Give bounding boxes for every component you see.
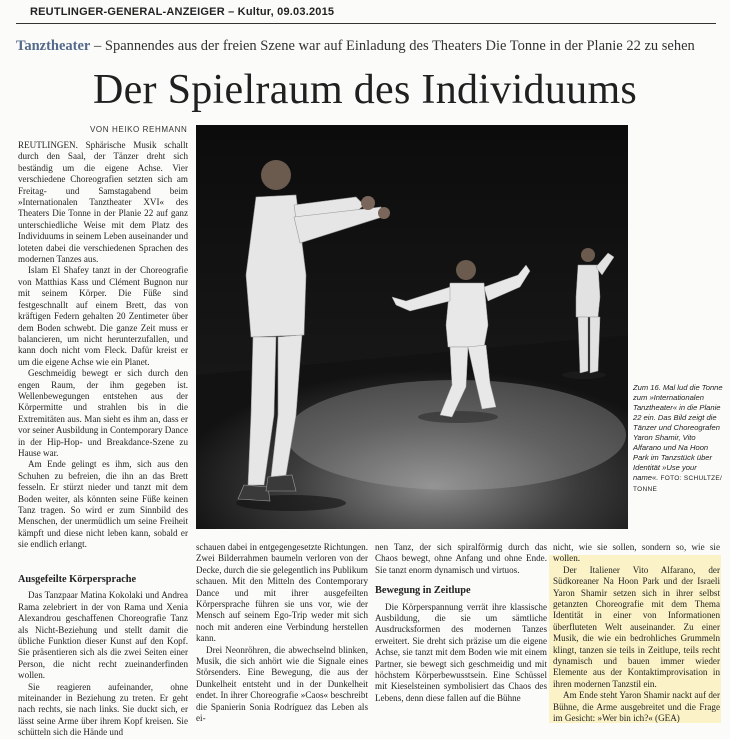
headline: Der Spielraum des Individuums — [92, 67, 638, 113]
caption-text: Zum 16. Mal lud die Tonne zum »Internationalen Tanztheater« in die Planie 22 ein. Das Bild zeigt die Tänzer und Choreografen Yaron Shamir, Vito Alfarano und Na Hoon Park im Tanzstück über Identität »Use your name«. — [633, 383, 723, 482]
photo-caption — [633, 383, 723, 495]
paragraph: Am Ende gelingt es ihm, sich aus den Schuhen zu befreien, die ihn an das Brett fesseln. Er stürzt nieder und tanzt mit dem Boden weiter, als könnten seine Füße keinen Tanz tragen. So wird er zum Sinnbild des Menschen, der unermüdlich um seine Freiheit kämpft und diese nicht leben kann, sobald er sie endlich erlangt. — [18, 459, 188, 550]
column-4 — [553, 542, 720, 725]
paragraph: Drei Neonröhren, die abwechselnd blinken, Musik, die sich anhört wie die Signale eines Störsenders. Eine Bewegung, die aus der Dunkelheit entsteht und in der Dunkelheit endet. In ihrer Choreografie »Caos« beschreibt die Spanierin Sonia Rodríguez das Leben als ei- — [196, 644, 368, 724]
kicker-text: – Spannendes aus der freien Szene war auf Einladung des Theaters Die Tonne in der Planie 22 zu sehen — [90, 38, 695, 54]
column-1-lower — [18, 565, 188, 739]
paragraph: Die Körperspannung verrät ihre klassische Ausbildung, die sie um sämtliche Ausdrucksformen des modernen Tanzes erweitert. Sie dreht sich präzise um die eigene Achse, sie tanzt mit dem Boden wie mit einem Partner, sie bewegt sich geschmeidig und mit höchstem Körperbewusstsein. Eine Schüssel mit Kieselsteinen symbolisiert das Chaos des Lebens, denn diese fallen auf die Bühne — [375, 601, 547, 703]
subheading: Bewegung in Zeitlupe — [375, 585, 471, 597]
paragraph: Islam El Shafey tanzt in der Choreografie von Matthias Kass und Clément Bugnon nur mit seinem Körper. Die Füße sind festgeschnallt auf einem Brett, das von kräftigen Federn gehalten 20 Zentimeter über dem Boden schwebt. Die ganze Zeit muss er balancieren, um nicht herunterzufallen, und kann doch nicht vom Fleck. Dafür kreist er um die eigene Achse wie ein Planet. — [18, 265, 188, 367]
masthead: REUTLINGER-GENERAL-ANZEIGER – Kultur, 09.03.2015 — [30, 6, 335, 18]
kicker — [16, 38, 695, 55]
photo-credit: FOTO: SCHULTZE/ TONNE — [633, 475, 723, 493]
paragraph: schauen dabei in entgegengesetzte Richtungen. Zwei Bilderrahmen baumeln verloren von der Decke, durch die sie gelegentlich ins Publikum schauen. Mit den Mitteln des Contemporary Dance und mit ihrer ausgefeilten Körpersprache führen sie uns vor, wie der Mensch auf seinem Ego-Trip weder mit sich noch mit anderen eine Verbindung herstellen kann. — [196, 542, 368, 644]
paragraph: REUTLINGEN. Sphärische Musik schallt durch den Saal, der Tänzer dreht sich beständig um die eigene Achse. Vier verschiedene Choreografien setzten sich am Freitag- und Samstagabend beim »Internationalen Tanztheater XVI« des Theaters Die Tonne in der Planie 22 auf ganz unterschiedliche Weise mit dem Platz des Individuums in seinem Leben auseinander und loteten dabei die verschiedenen Sprachen des modernen Tanzes aus. — [18, 140, 188, 265]
paragraph: Sie reagieren aufeinander, ohne miteinander in Beziehung zu treten. Er geht nach rechts, sie nach links. Sie duckt sich, er lässt seine Arme über ihrem Kopf kreisen. Sie schütteln sich die Hände und — [18, 681, 188, 738]
column-2 — [196, 542, 368, 725]
kicker-category: Tanztheater — [16, 38, 91, 54]
byline: VON HEIKO REHMANN — [90, 125, 188, 134]
column-3 — [375, 542, 547, 704]
paragraph: Geschmeidig bewegt er sich durch den engen Raum, der ihm gegeben ist. Wellenbewegungen entstehen aus der Körpermitte und strahlen bis in die Extremitäten aus. Man sieht es ihm an, dass er vor seiner Ausbildung in Contemporary Dance in der Hip-Hop- und Breakdance-Szene zu Hause war. — [18, 368, 188, 458]
masthead-rule — [16, 23, 716, 24]
subheading: Ausgefeilte Körpersprache — [18, 574, 137, 585]
dance-photo — [196, 125, 628, 529]
paragraph: Am Ende steht Yaron Shamir nackt auf der Bühne, die Arme ausgebreitet und die Frage im Gesicht: »Wer bin ich?« (GEA) — [553, 690, 720, 724]
paragraph: nen Tanz, der sich spiralförmig durch das Chaos bewegt, ohne Anfang und ohne Ende. Sie tanzt enorm dynamisch und virtuos. — [375, 542, 547, 575]
paragraph: Der Italiener Vito Alfarano, der Südkoreaner Na Hoon Park und der Israeli Yaron Shamir setzen sich in ihrer selbst getanzten Choreografie mit dem Thema Identität in einer von Informationen überfluteten Welt auseinander. Zu einer Musik, die wie ein bedrohliches Grummeln klingt, tanzen sie teils in Zeitlupe, teils recht dynamisch und bauen immer wieder Elemente aus der Kontaktimprovisation in ihren modernen Tanzstil ein. — [553, 564, 720, 689]
paragraph: Das Tanzpaar Matina Kokolaki und Andrea Rama zelebriert in der von Rama und Xenia Alexandrou geschaffenen Choreografie Tanz als Nicht-Beziehung und stellt damit die übliche Funktion dieser Kunst auf den Kopf. Sie präsentieren sich als die zwei Seiten einer Person, die nicht recht zueinanderfinden wollen. — [18, 590, 188, 681]
paragraph: nicht, wie sie sollen, sondern so, wie sie wollen. — [553, 542, 720, 564]
column-1 — [18, 140, 188, 551]
